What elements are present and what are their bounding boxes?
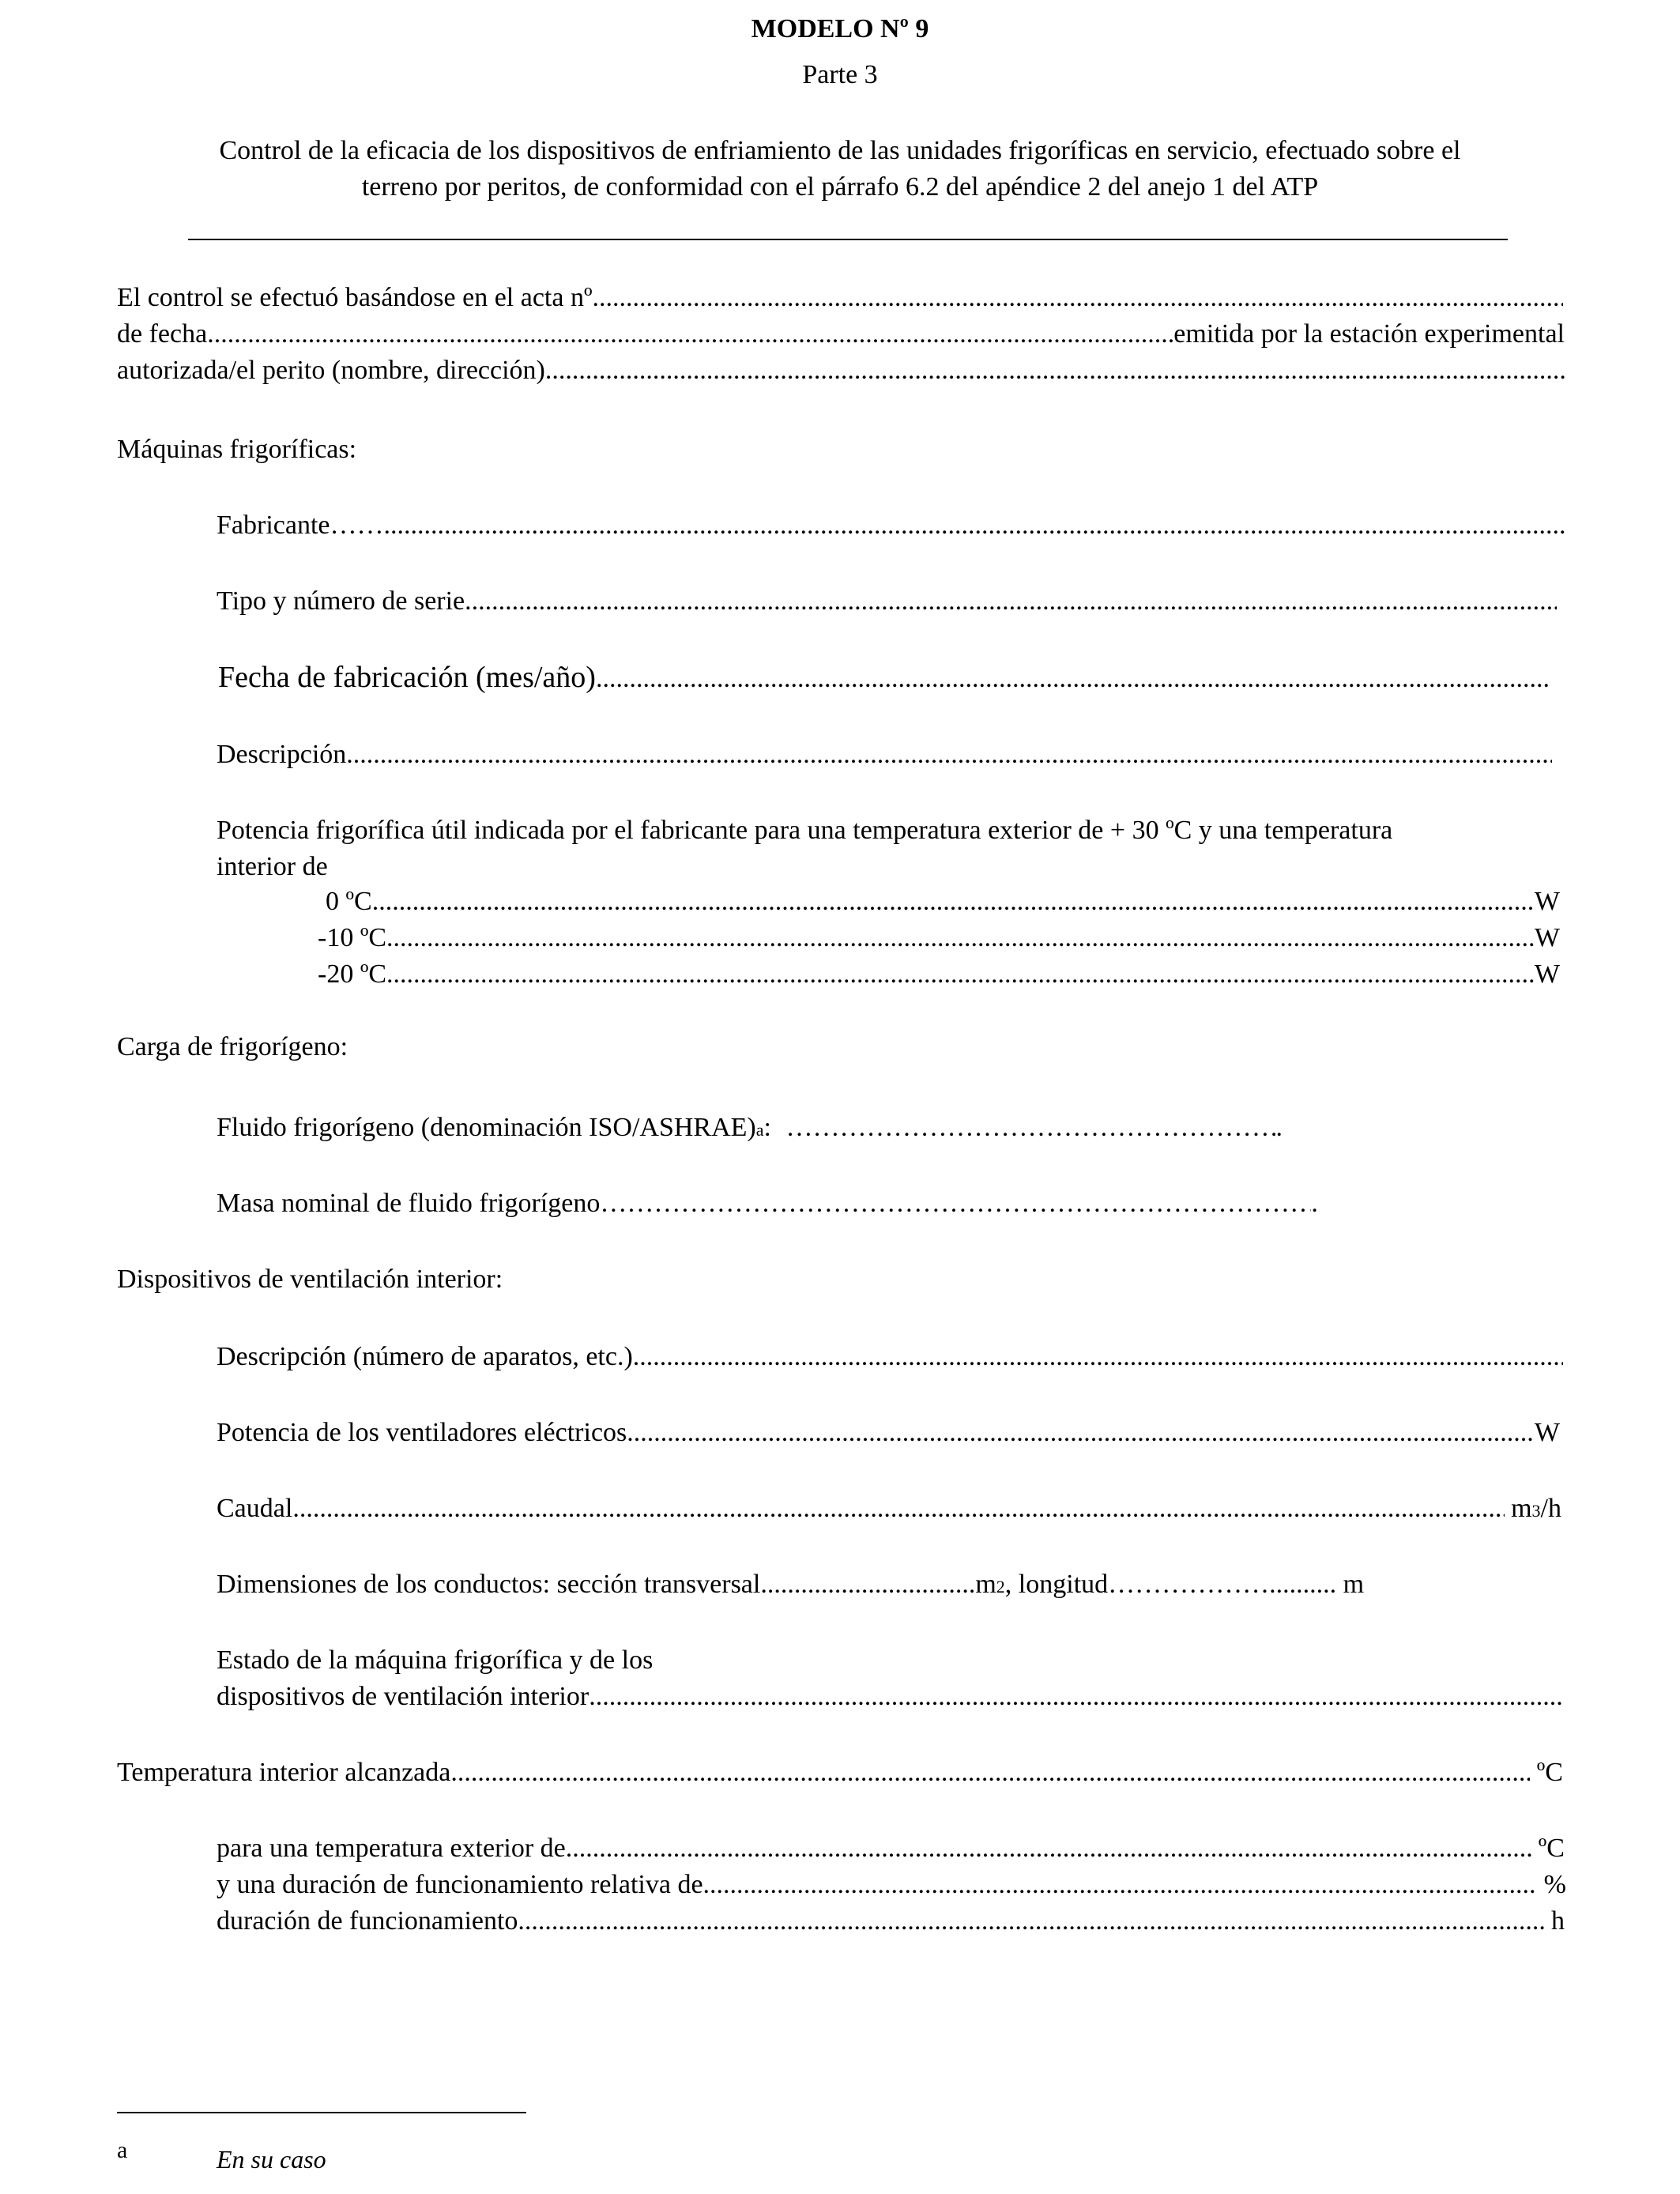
state-field[interactable] [589, 1683, 1563, 1710]
interior-temp-field[interactable] [450, 1759, 1530, 1786]
duct-length-unit: m [1336, 1570, 1365, 1599]
flow-label: Caudal [217, 1494, 293, 1523]
interior-temp-label: Temperatura interior alcanzada [117, 1758, 451, 1787]
duration-field[interactable] [518, 1908, 1544, 1935]
ducts-label: Dimensiones de los conductos: sección transversal [217, 1570, 761, 1599]
fluid-end: . [1275, 1113, 1283, 1142]
duct-length-field[interactable]: ……………… [1108, 1570, 1270, 1599]
capacity-field[interactable] [386, 925, 1535, 952]
mass-label: Masa nominal de fluido frigorígeno [217, 1189, 601, 1218]
duct-length-dots: .......... [1269, 1570, 1337, 1599]
report-date-line [117, 321, 1565, 348]
footnote-divider [117, 2112, 526, 2113]
footnote-marker: a [117, 2137, 128, 2163]
report-date-field[interactable] [207, 321, 1173, 348]
mass-end: . [1311, 1189, 1318, 1218]
vent-description-line [217, 1344, 1563, 1370]
fan-power-field[interactable] [627, 1419, 1535, 1446]
description-label: Descripción [217, 740, 347, 769]
type-serial-field[interactable] [465, 588, 1557, 615]
state-line [217, 1683, 1563, 1710]
capacity-row [318, 925, 1560, 952]
interior-temp-line [117, 1759, 1563, 1786]
flow-field[interactable] [292, 1495, 1504, 1522]
flow-line: Caudal ..... m 3 /h [217, 1495, 1561, 1522]
duration-unit: h [1544, 1906, 1565, 1936]
capacity-temp-label: 0 ºC [326, 887, 372, 916]
report-issuer-label: emitida por la estación experimental [1173, 319, 1565, 349]
expert-field[interactable] [545, 357, 1565, 384]
description-line [217, 741, 1552, 768]
manufacture-date-label: Fecha de fabricación (mes/año) [218, 661, 596, 694]
relative-duration-field[interactable] [703, 1872, 1538, 1898]
interior-temp-unit: ºC [1530, 1758, 1563, 1787]
report-number-line [117, 285, 1563, 311]
expert-line [117, 357, 1565, 384]
capacity-field[interactable] [372, 888, 1535, 915]
ducts-line: Dimensiones de los conductos: sección transversal ..... m 2 , longitud ……………… .......... m [217, 1571, 1560, 1598]
state-label-line2: dispositivos de ventilación interior [217, 1682, 590, 1711]
refrigerant-heading: Carga de frigorígeno: [117, 1032, 348, 1061]
mass-line [217, 1190, 1386, 1217]
fan-power-label: Potencia de los ventiladores eléctricos [217, 1418, 627, 1447]
fluid-label: Fluido frigorígeno (denominación ISO/ASHRAE) [217, 1113, 756, 1142]
capacity-text-line1: Potencia frigorífica útil indicada por el fabricante para una temperatura exterior de + 30 ºC y una temperatura [217, 816, 1393, 845]
relative-duration-label: y una duración de funcionamiento relativa de [217, 1870, 703, 1899]
vent-description-label: Descripción (número de aparatos, etc.) [217, 1342, 633, 1371]
report-date-label: de fecha [117, 319, 208, 349]
capacity-unit: W [1534, 887, 1560, 916]
ventilation-heading: Dispositivos de ventilación interior: [117, 1265, 503, 1294]
type-serial-line [217, 588, 1557, 615]
capacity-row [326, 888, 1560, 915]
header-divider [188, 239, 1508, 240]
capacity-text-line2: interior de [217, 852, 328, 881]
fluid-line: Fluido frigorígeno (denominación ISO/ASHRAE) a : …………………………………………………………………………………………………………………………………………………………………………………… . [217, 1114, 1386, 1141]
manufacturer-label: Fabricante…… [217, 511, 384, 540]
capacity-field[interactable] [386, 961, 1535, 988]
fluid-colon: : [763, 1113, 778, 1142]
relative-duration-unit: % [1537, 1870, 1566, 1899]
mass-field[interactable] [600, 1190, 1311, 1217]
form-subtitle-line1: Control de la eficacia de los dispositivos de enfriamiento de las unidades frigoríficas en servicio, efectuado sobre el [219, 136, 1461, 165]
form-title: MODELO Nº 9 [751, 14, 929, 43]
flow-unit-tail: /h [1540, 1494, 1561, 1523]
manufacturer-field[interactable] [384, 512, 1565, 539]
report-number-field[interactable] [593, 285, 1563, 311]
footnote-text: En su caso [217, 2145, 326, 2173]
relative-duration-line [217, 1872, 1566, 1898]
duration-line [217, 1908, 1565, 1935]
state-label-line1: Estado de la máquina frigorífica y de los [217, 1646, 654, 1675]
duct-section-unit: m [975, 1570, 996, 1599]
exterior-temp-field[interactable] [566, 1835, 1532, 1862]
capacity-temp-label: -20 ºC [318, 959, 387, 989]
vent-description-field[interactable] [633, 1344, 1563, 1370]
duration-label: duración de funcionamiento [217, 1906, 518, 1936]
capacity-unit: W [1534, 959, 1560, 989]
fluid-field[interactable] [785, 1114, 1275, 1141]
expert-label: autorizada/el perito (nombre, dirección) [117, 356, 545, 385]
form-part: Parte 3 [802, 60, 878, 89]
fan-power-line [217, 1419, 1560, 1446]
manufacturer-line [217, 512, 1565, 539]
fan-power-unit: W [1534, 1418, 1560, 1447]
type-serial-label: Tipo y número de serie [217, 586, 465, 616]
capacity-row [318, 961, 1560, 988]
report-number-label: El control se efectuó basándose en el acta nº [117, 283, 593, 312]
capacity-unit: W [1534, 923, 1560, 952]
manufacture-date-line [218, 662, 1550, 692]
description-field[interactable] [346, 741, 1552, 768]
manufacture-date-field[interactable] [596, 665, 1550, 692]
form-subtitle-line2: terreno por peritos, de conformidad con el párrafo 6.2 del apéndice 2 del anejo 1 del ATP [361, 172, 1319, 202]
exterior-temp-unit: ºC [1531, 1834, 1565, 1863]
capacity-temp-label: -10 ºC [318, 923, 387, 952]
exterior-temp-label: para una temperatura exterior de [217, 1834, 566, 1863]
duct-length-label: , longitud [1004, 1570, 1109, 1599]
flow-unit: m [1504, 1494, 1532, 1523]
duct-section-field[interactable] [760, 1571, 975, 1598]
machines-heading: Máquinas frigoríficas: [117, 435, 357, 464]
exterior-temp-line [217, 1835, 1565, 1862]
